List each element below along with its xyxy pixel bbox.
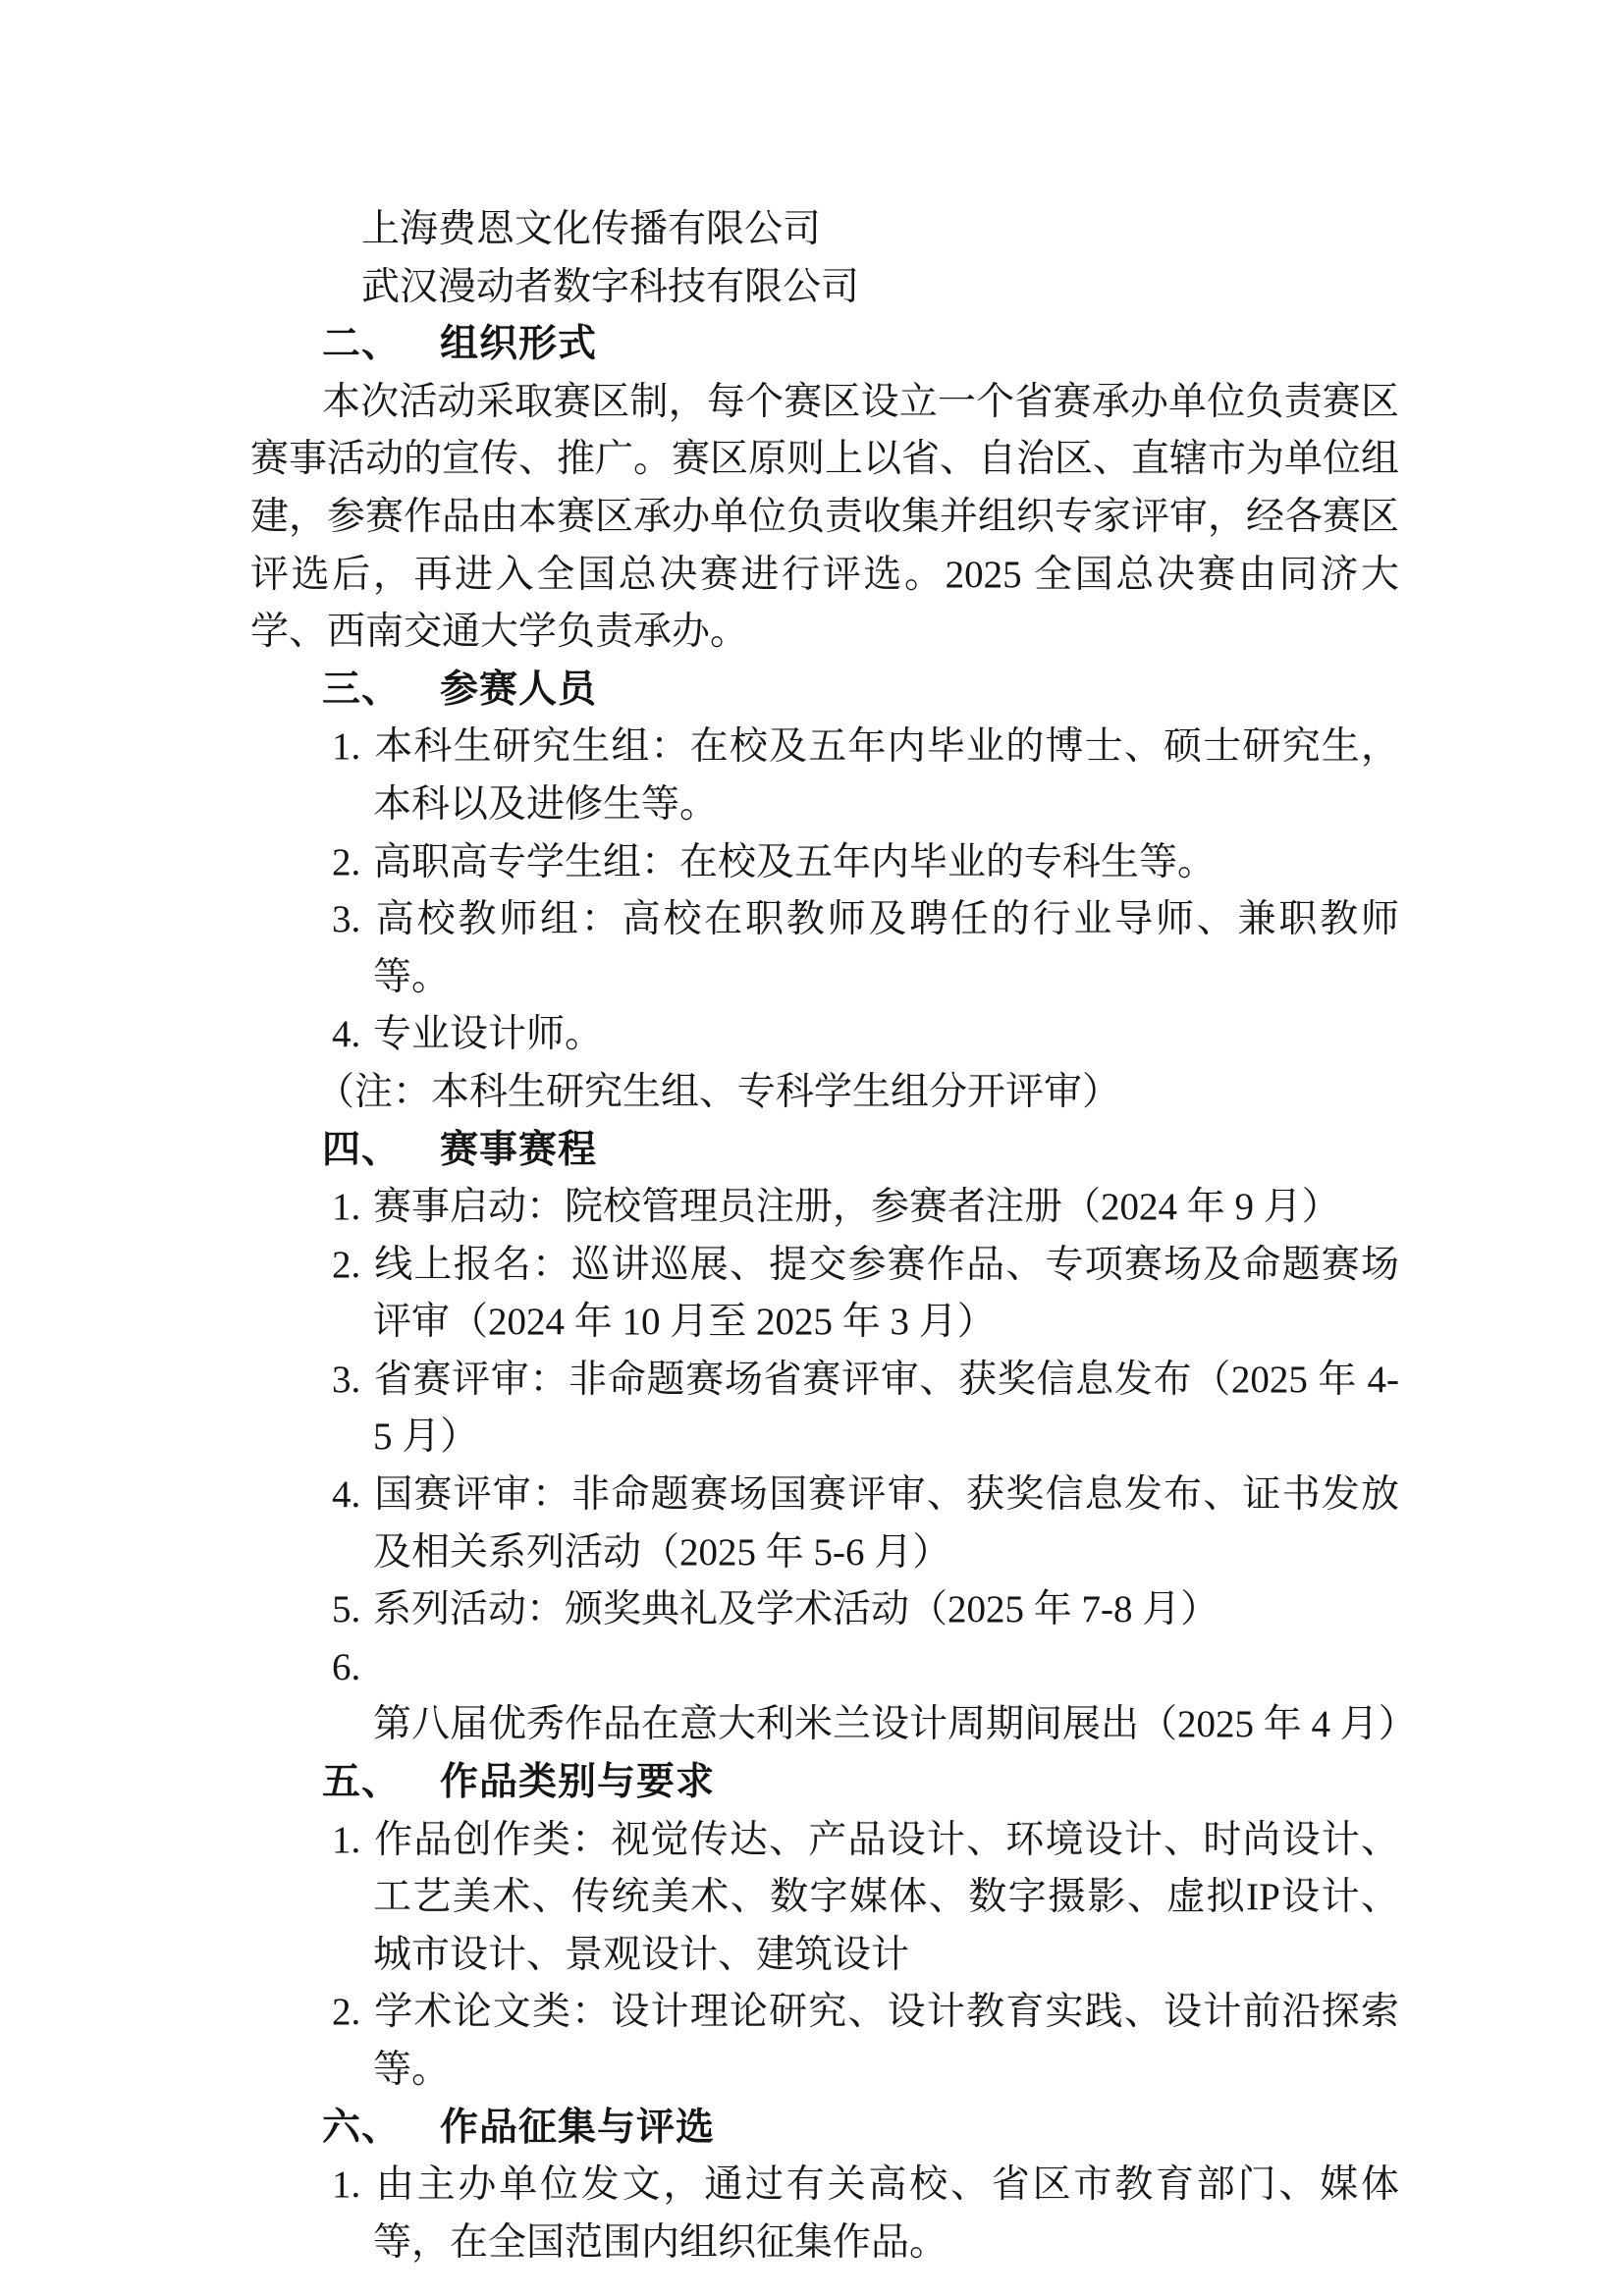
section-title: 参赛人员 [440,667,598,711]
item-text: 省赛评审：非命题赛场省赛评审、获奖信息发布（2025 年 4-5 月） [373,1358,1399,1459]
item-text: 线上报名：巡讲巡展、提交参赛作品、专项赛场及命题赛场评审（2024 年 10 月至 2025 年 3 月） [373,1243,1399,1344]
list-item [250,834,1399,892]
item-number: 1. [332,1186,361,1229]
host-company-line: 上海费恩文化传播有限公司 [361,208,822,250]
section-heading-2 [250,316,1399,374]
list-item [250,2157,1399,2271]
section-number: 五、 [322,1761,402,1804]
item-number: 2. [332,1243,361,1286]
host-company-line: 武汉漫动者数字科技有限公司 [361,265,860,308]
item-text: 学术论文类：设计理论研究、设计教育实践、设计前沿探索等。 [373,1991,1399,2091]
item-text: 赛事启动：院校管理员注册，参赛者注册（2024 年 9 月） [373,1186,1340,1229]
item-text: 由主办单位发文，通过有关高校、省区市教育部门、媒体等，在全国范围内组织征集作品。 [373,2163,1399,2264]
item-number: 6. [332,1645,361,1688]
item-text: 专业设计师。 [373,1013,604,1056]
section-number: 三、 [322,667,402,711]
section-title: 赛事赛程 [440,1128,598,1171]
item-text: 高职高专学生组：在校及五年内毕业的专科生等。 [373,840,1217,883]
page-content [250,201,1417,2271]
item-number: 1. [332,725,361,769]
item-text: 第八届优秀作品在意大利米兰设计周期间展出（2025 年 4 月） [373,1703,1417,1746]
item-text: 高校教师组：高校在职教师及聘任的行业导师、兼职教师等。 [373,898,1399,998]
list-item [250,1581,1399,1639]
item-text: 本科生研究生组：在校及五年内毕业的博士、硕士研究生，本科以及进修生等。 [373,725,1399,826]
item-text: 系列活动：颁奖典礼及学术活动（2025 年 7-8 月） [373,1588,1219,1631]
section-number: 六、 [322,2106,402,2149]
item-number: 3. [332,1358,361,1401]
list-item [250,1639,1417,1754]
section-title: 组织形式 [440,323,598,366]
list-item [250,1812,1399,1985]
section-heading-6 [250,2100,1399,2158]
section-heading-4 [250,1122,1399,1180]
section-number: 四、 [322,1128,402,1171]
list-item [250,719,1399,833]
section-number: 二、 [322,323,402,366]
item-number: 1. [332,1818,361,1861]
list-item [250,891,1399,1006]
note-line: （注：本科生研究生组、专科学生组分开评审） [316,1070,1121,1113]
item-text: 作品创作类：视觉传达、产品设计、环境设计、时尚设计、工艺美术、传统美术、数字媒体、数字摄影、虚拟IP设计、城市设计、景观设计、建筑设计 [373,1818,1399,1976]
body-paragraph: 本次活动采取赛区制，每个赛区设立一个省赛承办单位负责赛区赛事活动的宣传、推广。赛区原则上以省、自治区、直辖市为单位组建，参赛作品由本赛区承办单位负责收集并组织专家评审，经各赛区评选后，再进入全国总决赛进行评选。2025 全国总决赛由同济大学、西南交通大学负责承办。 [250,380,1400,654]
item-number: 4. [332,1013,361,1056]
section-heading-5 [250,1754,1399,1812]
item-number: 5. [332,1588,361,1631]
list-item [250,1352,1399,1467]
item-number: 2. [332,1991,361,2034]
list-item [250,1467,1399,1581]
list-item [250,1006,1399,1064]
list-item [250,1984,1399,2099]
section-heading-3 [250,662,1399,720]
section-title: 作品类别与要求 [440,1761,716,1804]
item-number: 3. [332,898,361,941]
section-title: 作品征集与评选 [440,2106,716,2149]
item-number: 2. [332,840,361,883]
list-item [250,1237,1399,1352]
item-number: 1. [332,2163,361,2207]
item-text: 国赛评审：非命题赛场国赛评审、获奖信息发布、证书发放及相关系列活动（2025 年 5-6 月） [373,1473,1399,1574]
list-item [250,1179,1399,1237]
item-number: 4. [332,1473,361,1517]
